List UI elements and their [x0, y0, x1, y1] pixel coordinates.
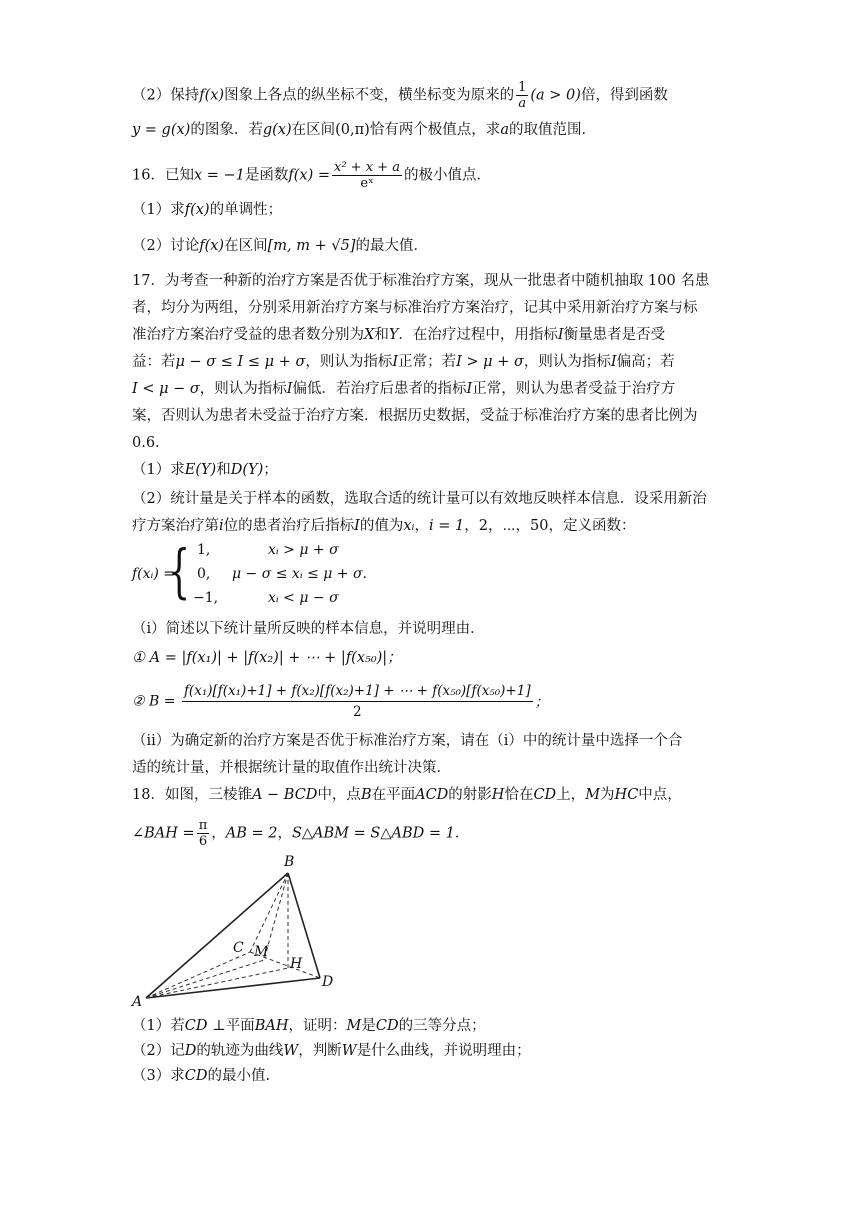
q17-subq-ii-line1: （ⅱ）为确定新的治疗方案是否优于标准治疗方案，请在（ⅰ）中的统计量中选择一个合 — [132, 733, 683, 749]
case-2-value: 0, — [197, 566, 211, 582]
q16-part2: （2）讨论f(x)在区间[m, m + √5]的最大值． — [132, 238, 428, 254]
q17-subq-i: （ⅰ）简述以下统计量所反映的样本信息，并说明理由． — [132, 621, 485, 637]
q17-line1: 17．为考查一种新的治疗方案是否优于标准治疗方案，现从一批患者中随机抽取 100 名患 — [132, 273, 710, 289]
q17-line2: 者，均分为两组，分别采用新治疗方案与标准治疗方案治疗，记其中采用新治疗方案与标 — [132, 300, 698, 316]
q17-line4: 益：若μ − σ ≤ I ≤ μ + σ，则认为指标I正常；若I > μ + σ，则认为指标I偏高；若 — [132, 354, 675, 370]
label-H: H — [290, 956, 303, 972]
case-3-condition: xᵢ < μ − σ — [268, 590, 339, 606]
q17-part2-line1: （2）统计量是关于样本的函数，选取合适的统计量可以有效地反映样本信息．设采用新治 — [132, 491, 707, 507]
q17-line7: 0.6． — [132, 435, 170, 451]
q18-part3: （3）求CD的最小值. — [132, 1068, 271, 1084]
piecewise-brace: { — [168, 537, 191, 605]
segment-AM — [146, 960, 264, 998]
label-C: C — [233, 940, 244, 956]
edge-AB — [146, 873, 288, 998]
q16-stem: 16．已知x = −1是函数f(x) = $\frac{\text{x² + x + a}}{\text{eˣ}}$ 的极小值点． — [132, 160, 491, 191]
edge-AD — [146, 978, 320, 998]
q16-fraction: $\frac{\text{x² + x + a}}{\text{eˣ}}$ — [334, 160, 400, 191]
case-3-value: −1, — [193, 590, 219, 606]
segment-AH — [146, 968, 288, 998]
q17-subq-ii-line2: 适的统计量，并根据统计量的取值作出统计决策． — [132, 760, 451, 776]
q18-part2: （2）记D的轨迹为曲线W，判断W是什么曲线，并说明理由； — [132, 1043, 531, 1059]
tetrahedron-figure — [128, 848, 348, 1008]
case-2-condition: μ − σ ≤ xᵢ ≤ μ + σ. — [232, 566, 367, 582]
q18-line1: 18．如图，三棱锥A − BCD中，点B在平面ACD的射影H恰在CD上，M为HC中点， — [132, 787, 682, 803]
q17-part1: （1）求E(Y)和D(Y)； — [132, 462, 278, 478]
statistic-A: ① A = |f(x₁)| + |f(x₂)| + ⋯ + |f(x₅₀)|； — [132, 650, 402, 666]
label-D: D — [322, 974, 334, 990]
q17-line3: 准治疗方案治疗受益的患者数分别为X和Y．在治疗过程中，用指标I衡量患者是否受 — [132, 327, 666, 343]
piecewise-lhs: f(xᵢ) = — [132, 566, 175, 582]
q17-line5: I < μ − σ，则认为指标I偏低．若治疗后患者的指标I正常，则认为患者受益于治疗方 — [132, 381, 676, 397]
edge-BC — [250, 873, 288, 952]
statistic-B: ② B = $\frac{\text{f(x₁)[f(x₁)+1] + f(x₂)[f(x₂)+1] + ⋯ + f(x₅₀)[f(x₅₀)+1]}}{2}$ ； — [132, 683, 549, 720]
fraction-1-over-a: $\frac{1}{a}$ — [518, 80, 527, 111]
pi-over-6: $\frac{\pi}{6}$ — [198, 818, 208, 849]
case-1-value: 1, — [197, 542, 211, 558]
label-A: A — [132, 994, 143, 1008]
q18-line2: ∠BAH = $\frac{\pi}{6}$ ，AB = 2，S△ABM = S△ABD = 1． — [132, 818, 470, 849]
label-M: M — [254, 944, 269, 960]
q17-line6: 案，否则认为患者未受益于治疗方案．根据历史数据，受益于标准治疗方案的患者比例为 — [132, 408, 698, 424]
q15-part2-line1: （2）保持f(x)图象上各点的纵坐标不变，横坐标变为原来的 $\frac{1}{a}$ (a > 0)倍，得到函数 — [132, 80, 668, 111]
label-B: B — [284, 854, 295, 870]
q15-part2-line2: y = g(x)的图象．若g(x)在区间(0,π)恰有两个极值点，求a的取值范围． — [132, 122, 596, 138]
case-1-condition: xᵢ > μ + σ — [268, 542, 339, 558]
edge-AC — [146, 952, 250, 998]
q18-part1: （1）若CD ⊥平面BAH，证明：M是CD的三等分点； — [132, 1018, 486, 1034]
q17-part2-line2: 疗方案治疗第i位的患者治疗后指标I的值为xᵢ，i = 1，2，⋯，50，定义函数： — [132, 518, 636, 534]
q16-part1: （1）求f(x)的单调性； — [132, 202, 283, 218]
